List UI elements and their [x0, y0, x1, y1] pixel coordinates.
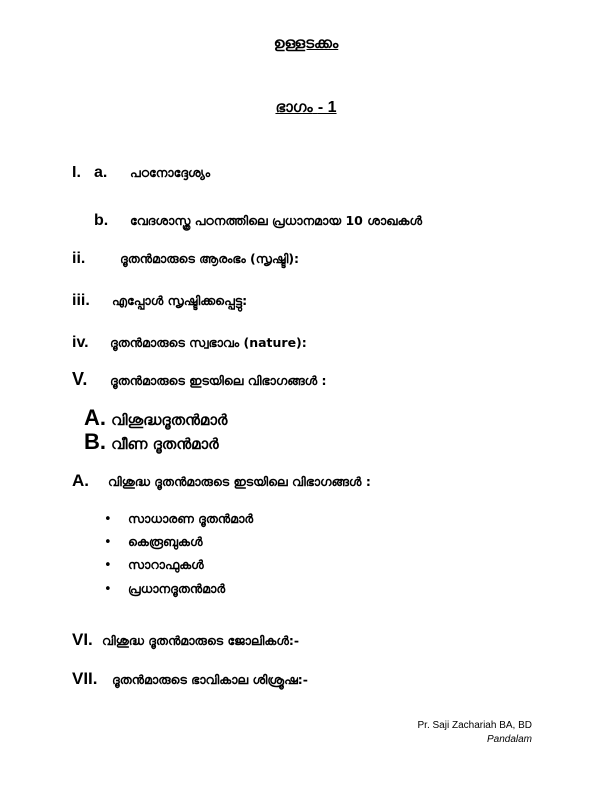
item-marker: ii.: [72, 250, 86, 267]
list-item: [104, 508, 112, 528]
author-place: Pandalam: [486, 734, 532, 745]
list-item: [72, 669, 98, 689]
item-text: ദൂതൻമാരുടെ സ്വഭാവം (nature):: [110, 335, 307, 350]
division-marker: A.: [84, 405, 106, 430]
item-sub-marker: b.: [94, 212, 109, 229]
item-marker: V.: [72, 369, 88, 389]
item-text: എപ്പോൾ സൃഷ്ടിക്കപ്പെട്ടു:: [112, 293, 248, 308]
item-text: വേദശാസ്ത്ര പഠനത്തിലെ പ്രധാനമായ 10 ശാഖകൾ: [130, 213, 423, 228]
item-text: പഠനോദ്ദേശ്യം: [130, 165, 211, 180]
bullet-text: സാധാരണ ദൂതൻമാർ: [128, 511, 254, 526]
bullet-icon: •: [104, 535, 112, 550]
division-marker: B.: [84, 429, 106, 454]
author-name: Pr. Saji Zachariah BA, BD: [417, 720, 532, 731]
list-item: [104, 531, 112, 551]
part-label: ഭാഗം: [275, 98, 313, 116]
part-number: - 1: [317, 99, 337, 116]
item-text: ദൂതൻമാരുടെ ആരംഭം (സൃഷ്ടി):: [120, 251, 300, 266]
bullet-icon: •: [104, 582, 112, 597]
list-item: [94, 210, 108, 230]
section-heading: [72, 471, 89, 491]
list-item: [104, 578, 112, 598]
list-item: [72, 290, 90, 310]
item-marker: VII.: [72, 669, 98, 688]
item-text: ദൂതൻമാരുടെ ഭാവികാല ശിശ്രൂഷ:-: [112, 672, 308, 687]
list-item: [72, 630, 93, 650]
bullet-text: പ്രധാനദൂതൻമാർ: [128, 581, 226, 596]
division-text: വിശുദ്ധദൂതൻമാർ: [111, 411, 228, 429]
list-item: [72, 162, 81, 182]
page-title: ഉള്ളടക്കം: [273, 34, 339, 52]
section-marker: A.: [72, 471, 89, 490]
list-item: [94, 162, 107, 182]
list-item: [72, 248, 85, 268]
item-text: വിശുദ്ധ ദൂതൻമാരുടെ ജോലികൾ:-: [102, 633, 300, 648]
item-marker: iii.: [72, 292, 90, 309]
bullet-icon: •: [104, 558, 112, 573]
list-item: [104, 554, 112, 574]
list-item: [72, 332, 89, 352]
item-text: ദൂതൻമാരുടെ ഇടയിലെ വിഭാഗങ്ങൾ :: [110, 373, 327, 388]
section-text: വിശുദ്ധ ദൂതൻമാരുടെ ഇടയിലെ വിഭാഗങ്ങൾ :: [108, 474, 371, 489]
bullet-text: സാറാഫുകൾ: [128, 557, 204, 572]
bullet-text: കെരൂബുകൾ: [128, 534, 203, 549]
item-marker: I.: [72, 164, 81, 181]
bullet-icon: •: [104, 512, 112, 527]
item-marker: VI.: [72, 630, 93, 649]
list-item: [72, 369, 87, 389]
part-heading: [0, 98, 612, 117]
division-text: വീണ ദൂതൻമാർ: [111, 435, 219, 453]
division-item: [84, 428, 219, 456]
item-marker: iv.: [72, 334, 89, 351]
item-sub-marker: a.: [94, 164, 108, 181]
